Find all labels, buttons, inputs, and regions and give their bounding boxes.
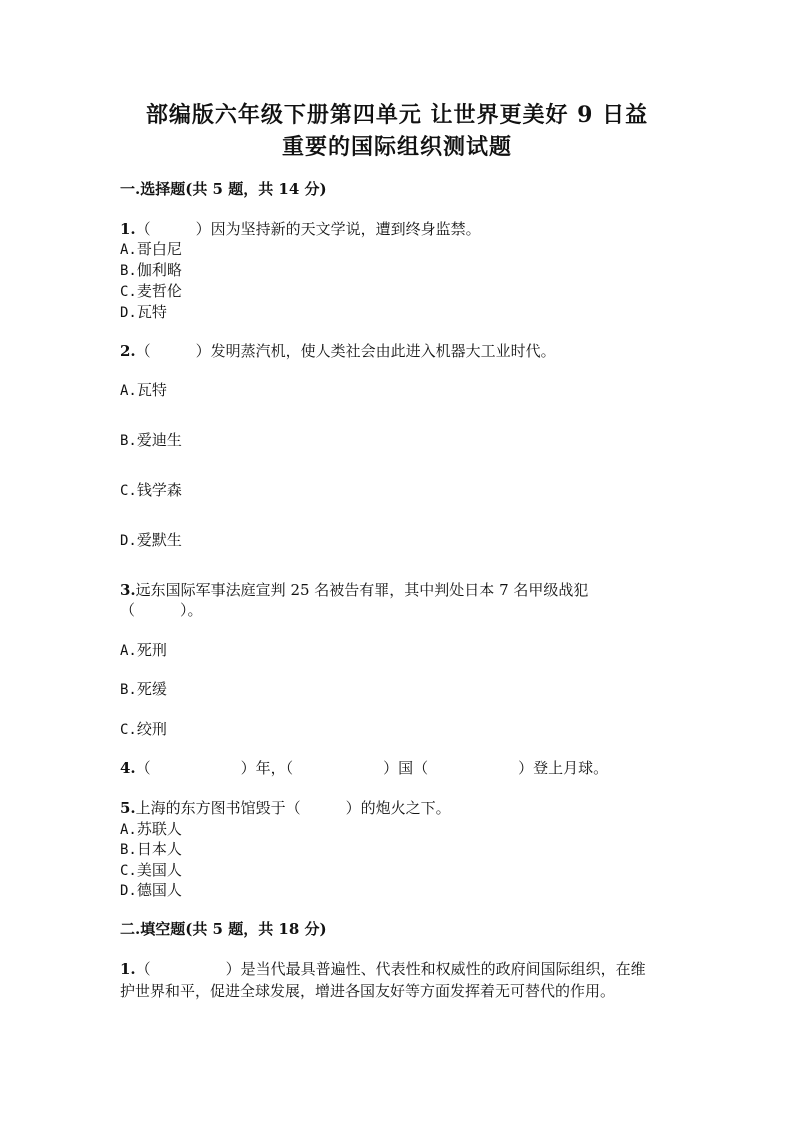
option-text: 钱学森 <box>136 481 182 499</box>
question-3-continuation: （ ）。 <box>120 601 203 619</box>
option-5c <box>120 859 182 880</box>
option-letter: D. <box>120 305 137 321</box>
option-text: 爱迪生 <box>136 431 182 449</box>
option-1c <box>120 280 182 301</box>
option-text: 瓦特 <box>136 303 167 321</box>
question-number: 1. <box>120 960 136 978</box>
question-text: （ ）因为坚持新的天文学说，遭到终身监禁。 <box>135 220 481 238</box>
option-letter: B. <box>120 433 137 449</box>
option-1b <box>120 259 182 280</box>
option-letter: C. <box>120 863 137 879</box>
question-number: 5. <box>120 799 136 817</box>
option-letter: C. <box>120 284 137 300</box>
option-text: 伽利略 <box>136 261 182 279</box>
option-letter: D. <box>120 533 137 549</box>
question-4 <box>120 757 608 778</box>
section-heading-multiple-choice: 一.选择题(共 5 题，共 14 分) <box>120 180 327 198</box>
option-1a <box>120 238 182 259</box>
option-text: 麦哲伦 <box>136 282 182 300</box>
option-letter: B. <box>120 842 137 858</box>
question-text: 上海的东方图书馆毁于（ ）的炮火之下。 <box>135 799 451 817</box>
question-text: （ ）年，（ ）国（ ）登上月球。 <box>135 759 609 777</box>
option-5b <box>120 838 182 859</box>
question-text: （ ）发明蒸汽机，使人类社会由此进入机器大工业时代。 <box>135 342 556 360</box>
question-number: 3. <box>120 581 136 599</box>
question-text: 远东国际军事法庭宣判 25 名被告有罪，其中判处日本 7 名甲级战犯 <box>135 581 589 599</box>
option-5d <box>120 879 182 900</box>
fill-question-1 <box>120 958 646 979</box>
option-text: 绞刑 <box>136 720 167 738</box>
option-letter: A. <box>120 242 137 258</box>
option-letter: A. <box>120 383 137 399</box>
option-2b <box>120 429 182 450</box>
question-5 <box>120 797 451 818</box>
option-text: 死刑 <box>136 641 167 659</box>
option-letter: C. <box>120 483 137 499</box>
section-heading-fill-in: 二.填空题(共 5 题，共 18 分) <box>120 920 327 938</box>
option-letter: D. <box>120 883 137 899</box>
question-number: 2. <box>120 342 136 360</box>
option-text: 苏联人 <box>136 820 182 838</box>
option-3c <box>120 718 167 739</box>
option-letter: A. <box>120 643 137 659</box>
option-letter: C. <box>120 722 137 738</box>
question-2 <box>120 340 556 361</box>
option-letter: A. <box>120 822 137 838</box>
document-title-line-2: 重要的国际组织测试题 <box>281 134 512 160</box>
option-text: 死缓 <box>136 680 167 698</box>
option-2d <box>120 529 182 550</box>
option-letter: B. <box>120 263 137 279</box>
question-number: 1. <box>120 220 136 238</box>
question-number: 4. <box>120 759 136 777</box>
option-text: 德国人 <box>136 881 182 899</box>
option-5a <box>120 818 182 839</box>
option-1d <box>120 301 167 322</box>
document-title-line-1: 部编版六年级下册第四单元 让世界更美好 9 日益 <box>145 102 649 128</box>
option-text: 爱默生 <box>136 531 182 549</box>
option-2a <box>120 379 167 400</box>
fill-question-1-continuation: 护世界和平，促进全球发展，增进各国友好等方面发挥着无可替代的作用。 <box>120 982 616 1000</box>
question-text: （ ）是当代最具普遍性、代表性和权威性的政府间国际组织，在维 <box>135 960 646 978</box>
option-text: 美国人 <box>136 861 182 879</box>
option-text: 瓦特 <box>136 381 167 399</box>
question-1 <box>120 218 481 239</box>
option-letter: B. <box>120 682 137 698</box>
question-3 <box>120 579 588 600</box>
option-2c <box>120 479 182 500</box>
option-text: 日本人 <box>136 840 182 858</box>
option-text: 哥白尼 <box>136 240 182 258</box>
option-3a <box>120 639 167 660</box>
option-3b <box>120 678 167 699</box>
